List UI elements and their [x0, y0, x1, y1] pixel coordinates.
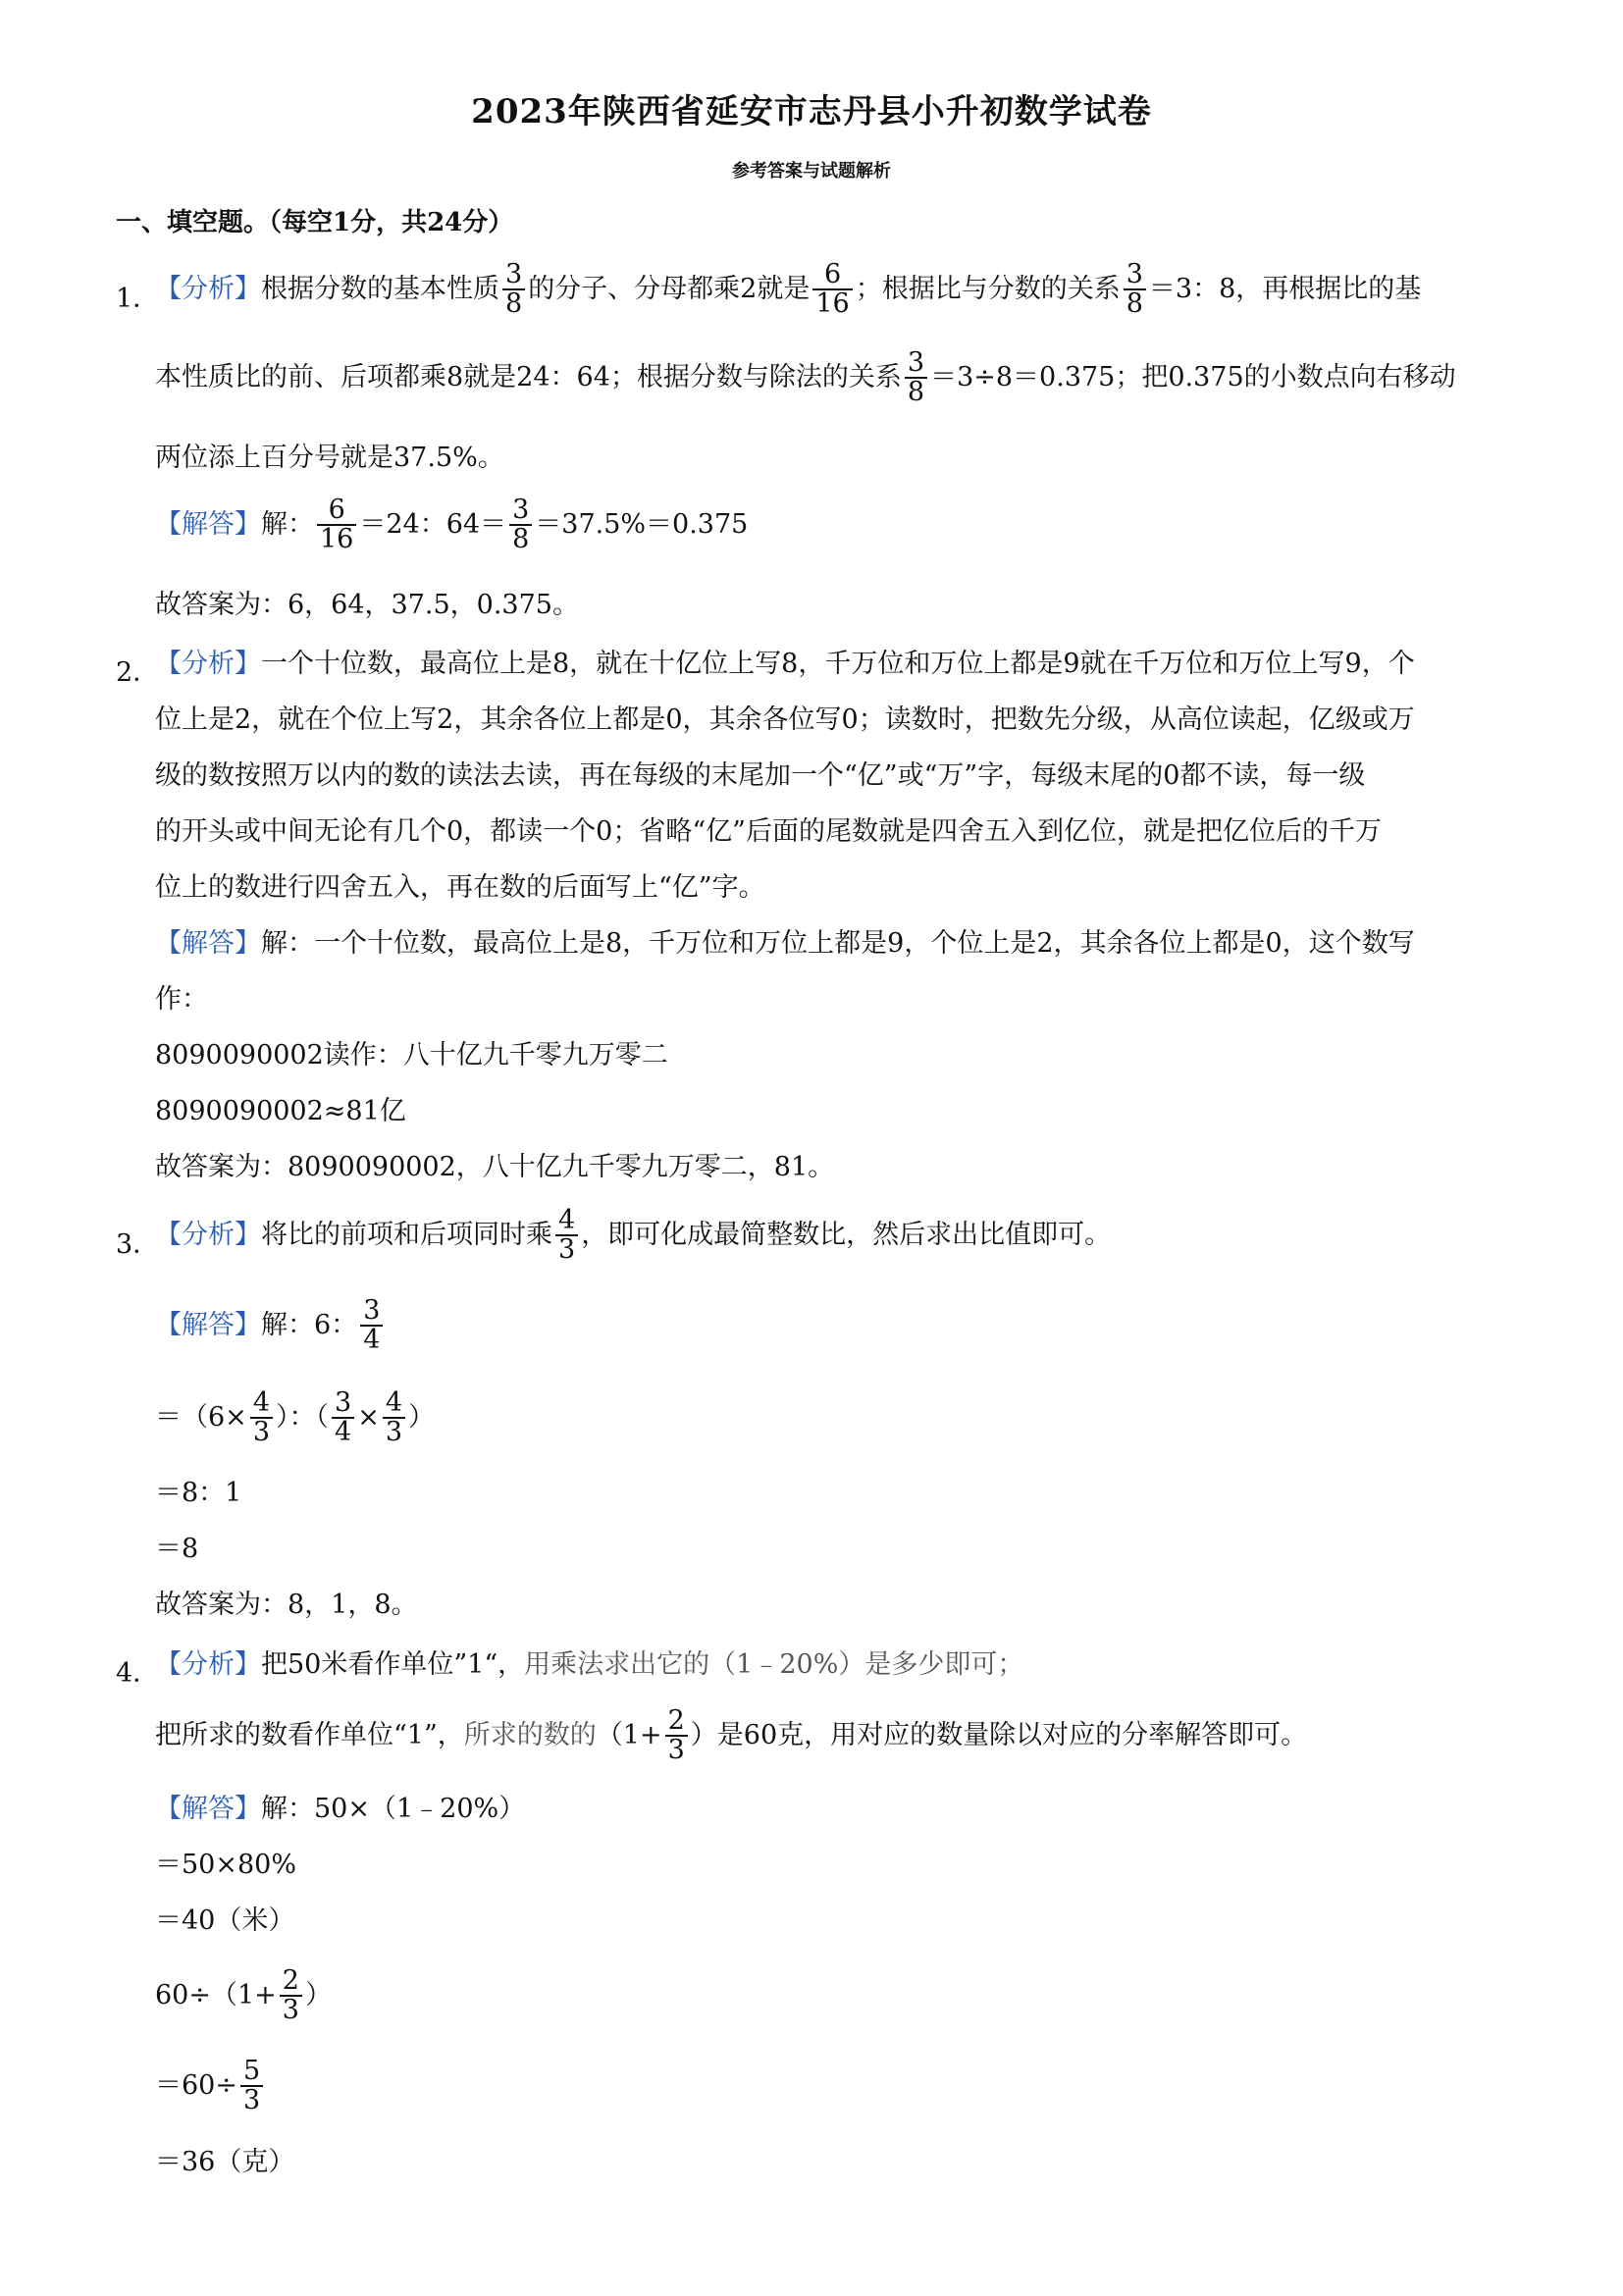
numerator: 5: [240, 2058, 263, 2087]
page-subtitle: 参考答案与试题解析: [732, 161, 891, 182]
text: 把50米看作单位”1“，: [261, 1649, 525, 1680]
numerator: 4: [555, 1207, 578, 1236]
page-title: 2023年陕西省延安市志丹县小升初数学试卷: [471, 92, 1152, 131]
numerator: 3: [360, 1297, 383, 1327]
q4-number: 4．: [116, 1658, 160, 1689]
numerator: 6: [812, 261, 852, 290]
q2-answer-line-3: 8090090002读作：八十亿九千零九万零二: [155, 1040, 668, 1070]
q1-analysis-line-3: 两位添上百分号就是37.5%。: [155, 443, 504, 473]
q2-analysis-line-1: [155, 651, 1415, 677]
text: ）: [304, 1979, 332, 2010]
text: 所求的数的: [463, 1719, 597, 1750]
q1-answer-line: [155, 496, 748, 554]
q4-answer-line: [155, 1796, 525, 1822]
fraction: [555, 1207, 578, 1265]
section-heading: 一、填空题。（每空1分，共24分）: [116, 208, 514, 237]
numerator: 3: [905, 349, 927, 379]
denominator: 16: [815, 288, 850, 320]
fraction: [502, 261, 525, 319]
answer-tag: 【解答】: [155, 508, 261, 540]
numerator: 3: [332, 1389, 354, 1419]
q4-analysis-line-2: [155, 1707, 1307, 1765]
text: 60÷（1+: [155, 1979, 277, 2010]
denominator: 4: [363, 1325, 381, 1356]
q3-step-1: [155, 1389, 435, 1447]
fraction: [665, 1707, 688, 1765]
analysis-tag: 【分析】: [155, 1219, 261, 1250]
denominator: 8: [907, 377, 925, 408]
text: ×: [357, 1401, 380, 1433]
analysis-tag: 【分析】: [155, 273, 261, 304]
denominator: 3: [385, 1417, 402, 1448]
text: ＝24：64＝: [359, 508, 507, 540]
numerator: 4: [250, 1389, 273, 1419]
text: 根据分数的基本性质: [261, 273, 499, 304]
fraction: [317, 496, 356, 554]
denominator: 8: [512, 524, 530, 555]
analysis-tag: 【分析】: [155, 1649, 261, 1680]
q4-step-2: ＝40（米）: [155, 1905, 295, 1936]
answer-tag: 【解答】: [155, 1794, 261, 1824]
numerator: 2: [280, 1967, 302, 1997]
text: ＝60÷: [155, 2069, 237, 2101]
answer-tag: 【解答】: [155, 928, 261, 959]
q4-step-3: [155, 1967, 332, 2025]
q2-answer-line-4: 8090090002≈81亿: [155, 1096, 406, 1126]
numerator: 2: [665, 1707, 688, 1737]
q1-number: 1．: [116, 284, 160, 314]
q2-answer-line-1: [155, 930, 1415, 957]
q1-analysis-line-1: [155, 261, 1421, 319]
text: ）：（: [276, 1401, 329, 1433]
text: ）是60克，用对应的数量除以对应的分率解答即可。: [690, 1719, 1308, 1750]
text: 将比的前项和后项同时乘: [261, 1219, 552, 1250]
analysis-tag: 【分析】: [155, 649, 261, 679]
numerator: 3: [502, 261, 525, 290]
denominator: 3: [282, 1995, 299, 2026]
text: 解：6：: [261, 1309, 358, 1340]
fraction: [332, 1389, 354, 1447]
numerator: 6: [317, 496, 356, 526]
fraction: [509, 496, 532, 554]
text: ）: [408, 1401, 435, 1433]
q4-step-5: ＝36（克）: [155, 2147, 295, 2177]
text: 一个十位数，最高位上是8，就在十亿位上写8，千万位和万位上都是9就在千万位和万位上写9，个: [261, 649, 1415, 679]
text: 用乘法求出它的（1﹣20%）是多少即可；: [524, 1649, 1024, 1680]
q3-step-2: ＝8：1: [155, 1478, 242, 1508]
q2-number: 2．: [116, 657, 160, 688]
q3-answer-line: [155, 1297, 386, 1355]
numerator: 4: [383, 1389, 405, 1419]
q1-analysis-line-2: [155, 349, 1456, 407]
text: ＝（6×: [155, 1401, 247, 1433]
denominator: 3: [252, 1417, 270, 1448]
q1-final-answer: 故答案为：6，64，37.5，0.375。: [155, 590, 579, 620]
denominator: 8: [505, 288, 523, 320]
text: 解：50×（1﹣20%）: [261, 1794, 526, 1824]
fraction: [280, 1967, 302, 2025]
denominator: 16: [320, 524, 354, 555]
text: ，即可化成最简整数比，然后求出比值即可。: [581, 1219, 1112, 1250]
text: 本性质比的前、后项都乘8就是24：64；根据分数与除法的关系: [155, 361, 902, 392]
q3-number: 3．: [116, 1229, 160, 1260]
q4-step-4: [155, 2058, 266, 2115]
q3-final-answer: 故答案为：8，1，8。: [155, 1590, 418, 1620]
answer-tag: 【解答】: [155, 1309, 261, 1340]
q2-analysis-line-5: 位上的数进行四舍五入，再在数的后面写上“亿”字。: [155, 872, 765, 903]
denominator: 3: [558, 1234, 576, 1266]
fraction: [360, 1297, 383, 1355]
q2-analysis-line-4: 的开头或中间无论有几个0，都读一个0；省略“亿”后面的尾数就是四舍五入到亿位，就是把亿位后的千万: [155, 816, 1382, 847]
text: ＝3÷8＝0.375；把0.375的小数点向右移动: [930, 361, 1456, 392]
text: ＝3：8，再根据比的基: [1148, 273, 1422, 304]
text: （1+: [596, 1719, 662, 1750]
denominator: 3: [242, 2085, 261, 2116]
numerator: 3: [509, 496, 532, 526]
q2-analysis-line-3: 级的数按照万以内的数的读法去读，再在每级的末尾加一个“亿”或“万”字，每级末尾的0都不读，每一级: [155, 760, 1366, 791]
fraction: [383, 1389, 405, 1447]
q4-analysis-line-1: [155, 1651, 1023, 1678]
q2-final-answer: 故答案为：8090090002，八十亿九千零九万零二，81。: [155, 1152, 835, 1182]
fraction: [250, 1389, 273, 1447]
numerator: 3: [1124, 261, 1146, 290]
denominator: 3: [667, 1735, 685, 1766]
fraction: [812, 261, 852, 319]
denominator: 4: [335, 1417, 352, 1448]
q2-answer-line-2: 作：: [155, 984, 208, 1015]
text: ＝37.5%＝0.375: [535, 508, 749, 540]
denominator: 8: [1126, 288, 1143, 320]
text: 把所求的数看作单位“1”，: [155, 1719, 464, 1750]
text: 的分子、分母都乘2就是: [528, 273, 811, 304]
q4-step-1: ＝50×80%: [155, 1850, 296, 1880]
fraction: [1124, 261, 1146, 319]
fraction: [905, 349, 927, 407]
fraction: [240, 2058, 263, 2115]
text: 解：一个十位数，最高位上是8，千万位和万位上都是9，个位上是2，其余各位上都是0，这个数写: [261, 928, 1415, 959]
q2-analysis-line-2: 位上是2，就在个位上写2，其余各位上都是0，其余各位写0；读数时，把数先分级，从高位读起，亿级或万: [155, 704, 1415, 735]
text: ；根据比与分数的关系: [855, 273, 1121, 304]
q3-analysis-line-1: [155, 1207, 1111, 1265]
q3-step-3: ＝8: [155, 1534, 199, 1564]
text: 解：: [261, 508, 314, 540]
